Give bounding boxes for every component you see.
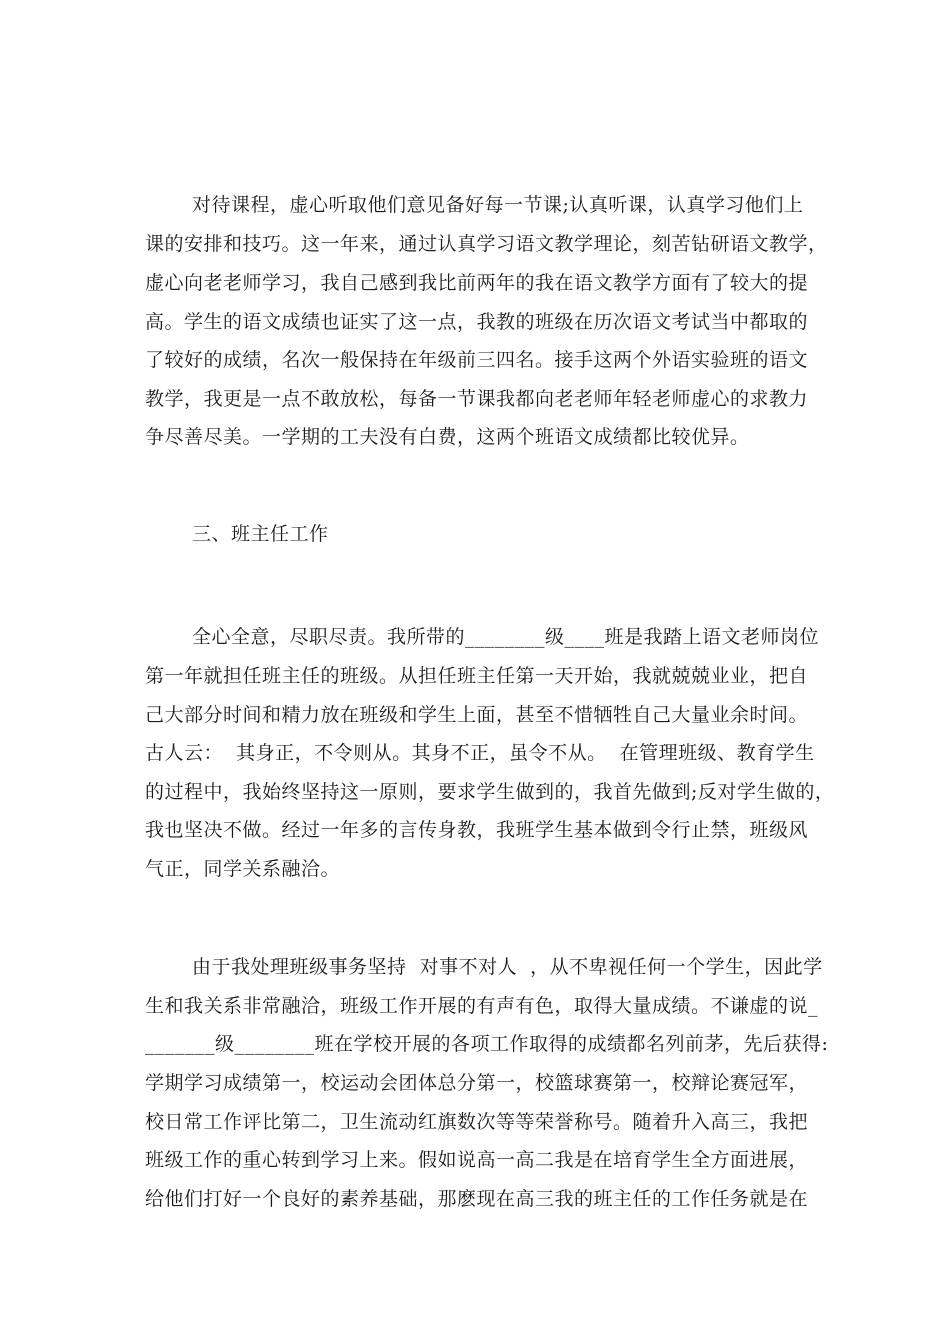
paragraph-3-line: 班级工作的重心转到学习上来。假如说高一高二我是在培育学生全方面进展， bbox=[145, 1149, 809, 1171]
paragraph-1-line: 了较好的成绩，名次一般保持在年级前三四名。接手这两个外语实验班的语文 bbox=[145, 349, 809, 371]
paragraph-3-line: 学期学习成绩第一，校运动会团体总分第一，校篮球赛第一，校辩论赛冠军， bbox=[145, 1072, 809, 1094]
paragraph-2-line: 己大部分时间和精力放在班级和学生上面，甚至不惜牺牲自己大量业余时间。 bbox=[145, 704, 809, 726]
paragraph-1-line: 虚心向老老师学习，我自己感到我比前两年的我在语文教学方面有了较大的提 bbox=[145, 272, 809, 294]
paragraph-1-line: 教学，我更是一点不敢放松，每备一节课我都向老老师年轻老师虚心的求教力 bbox=[145, 388, 809, 410]
paragraph-3-line: 由于我处理班级事务坚持 对事不对人 ，从不卑视任何一个学生，因此学 bbox=[192, 956, 823, 978]
paragraph-1-line: 对待课程，虚心听取他们意见备好每一节课;认真听课，认真学习他们上 bbox=[192, 194, 804, 216]
paragraph-2-line: 第一年就担任班主任的班级。从担任班主任第一天开始，我就兢兢业业，把自 bbox=[145, 665, 809, 687]
paragraph-1-line: 高。学生的语文成绩也证实了这一点，我教的班级在历次语文考试当中都取的 bbox=[145, 311, 809, 333]
paragraph-2-line: 我也坚决不做。经过一年多的言传身教，我班学生基本做到令行止禁，班级风 bbox=[145, 819, 809, 841]
paragraph-3-line: 给他们打好一个良好的素养基础，那麽现在高三我的班主任的工作任务就是在 bbox=[145, 1188, 809, 1210]
paragraph-3-line: 生和我关系非常融洽，班级工作开展的有声有色，取得大量成绩。不谦虚的说_ bbox=[145, 995, 819, 1017]
paragraph-2-line: 气正，同学关系融洽。 bbox=[145, 858, 341, 880]
paragraph-3-line: 校日常工作评比第二，卫生流动红旗数次等等荣誉称号。随着升入高三，我把 bbox=[145, 1111, 809, 1133]
paragraph-2-line: 的过程中，我始终坚持这一原则，要求学生做到的，我首先做到;反对学生做的， bbox=[145, 781, 835, 803]
paragraph-3-line: _______级________班在学校开展的各项工作取得的成绩都名列前茅，先后获得: bbox=[145, 1033, 829, 1055]
paragraph-2-line: 古人云： 其身正，不令则从。其身不正，虽令不从。 在管理班级、教育学生 bbox=[145, 742, 815, 764]
section-heading: 三、班主任工作 bbox=[192, 523, 329, 545]
paragraph-1-line: 争尽善尽美。一学期的工夫没有白费，这两个班语文成绩都比较优异。 bbox=[145, 426, 750, 448]
paragraph-1-line: 课的安排和技巧。这一年来，通过认真学习语文教学理论，刻苦钻研语文教学， bbox=[145, 233, 828, 255]
paragraph-2-line: 全心全意，尽职尽责。我所带的________级____班是我踏上语文老师岗位 bbox=[192, 626, 820, 648]
